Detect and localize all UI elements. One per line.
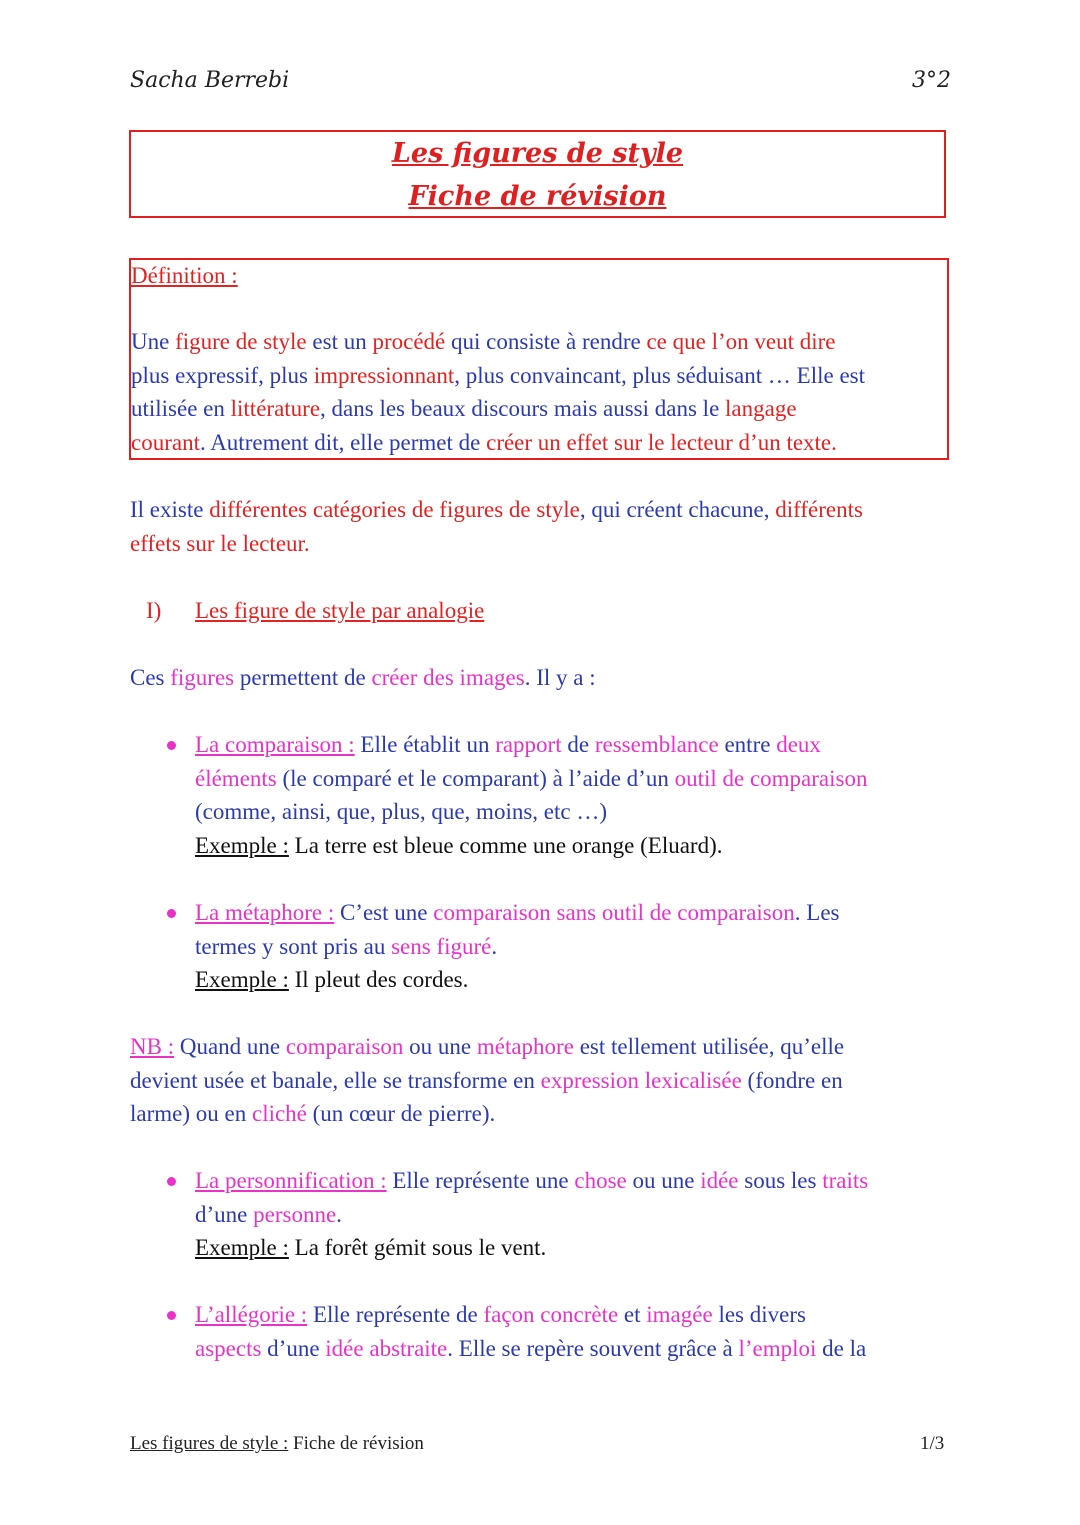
text-line	[130, 493, 950, 527]
text-line	[195, 795, 955, 829]
text-segment: Ces	[130, 665, 171, 690]
text-segment: rapport	[495, 732, 562, 757]
text-segment: ou une	[626, 1168, 701, 1193]
text-line	[195, 1332, 955, 1366]
text-line	[131, 325, 947, 359]
text-segment: ce que l’on veut dire	[646, 329, 836, 354]
text-segment: (fondre en	[741, 1067, 843, 1093]
text-line	[195, 728, 955, 762]
text-segment: comparaison sans outil de comparaison	[433, 900, 795, 925]
text-segment: sous les	[738, 1168, 823, 1193]
text-segment: les divers	[712, 1302, 806, 1327]
section-intro	[130, 661, 950, 695]
class-label: 3°2	[912, 68, 951, 93]
text-segment: .	[336, 1201, 342, 1227]
text-segment: d’une	[195, 1201, 254, 1227]
text-segment: entre	[718, 732, 777, 757]
text-segment: utilisée en	[131, 396, 231, 421]
text-line	[130, 1097, 950, 1131]
text-segment: imagée	[646, 1302, 713, 1327]
text-segment: termes y sont pris au	[195, 933, 392, 959]
text-segment: Une	[131, 329, 176, 354]
item-metaphore	[195, 896, 955, 997]
text-segment: L’allégorie :	[195, 1302, 308, 1327]
text-line	[130, 1064, 950, 1098]
item-comparaison	[195, 728, 955, 862]
text-segment: idée	[700, 1168, 739, 1193]
text-segment: façon concrète	[483, 1302, 619, 1327]
text-line	[195, 829, 955, 863]
text-line	[195, 1198, 955, 1232]
text-segment: Quand une	[174, 1034, 286, 1059]
text-segment: Exemple :	[195, 967, 289, 992]
text-segment: deux	[776, 732, 821, 757]
text-line	[195, 1164, 955, 1198]
text-segment: plus expressif, plus	[131, 362, 314, 388]
text-segment: permettent de	[234, 665, 372, 690]
text-segment: La comparaison :	[195, 732, 355, 757]
text-line	[195, 1231, 955, 1265]
text-line	[130, 661, 950, 695]
text-segment: comparaison	[285, 1034, 404, 1059]
text-segment: (un cœur de pierre).	[306, 1101, 496, 1126]
text-line	[195, 930, 955, 964]
text-segment: La terre est bleue comme une orange (Eluard).	[288, 832, 723, 858]
text-segment: langage	[725, 396, 797, 421]
text-segment: sens figuré	[391, 933, 492, 959]
text-segment: larme) ou en	[130, 1101, 252, 1126]
text-segment: créer des images	[371, 665, 525, 690]
text-segment: (comme, ainsi, que, plus, que, moins, etc …)	[195, 799, 608, 824]
text-segment: éléments	[195, 765, 277, 791]
text-segment: différents	[775, 497, 863, 522]
text-line	[131, 359, 947, 393]
text-segment: Elle représente une	[386, 1168, 575, 1193]
text-line	[131, 426, 947, 460]
text-segment: personne	[253, 1201, 337, 1227]
title-box	[129, 130, 946, 218]
text-segment: expression lexicalisée	[540, 1067, 742, 1093]
text-segment: NB :	[130, 1034, 175, 1059]
text-segment: cliché	[251, 1101, 307, 1126]
text-segment: . Autrement dit, elle permet de	[199, 429, 487, 455]
text-segment: effets sur le lecteur.	[130, 530, 310, 556]
definition-text	[131, 325, 947, 459]
section-number: I)	[146, 598, 162, 623]
text-segment: Il existe	[130, 497, 210, 522]
text-line	[195, 896, 955, 930]
text-segment: ou une	[403, 1034, 477, 1059]
bullet-icon	[167, 909, 176, 918]
nb-paragraph	[130, 1030, 950, 1131]
footer-title	[130, 1433, 424, 1455]
text-segment: Exemple :	[195, 1235, 289, 1260]
text-segment: La forêt gémit sous le vent.	[288, 1235, 547, 1260]
text-segment: Elle représente de	[307, 1302, 484, 1327]
text-segment: procédé	[372, 329, 446, 354]
text-line	[130, 527, 950, 561]
text-segment: La personnification :	[195, 1168, 387, 1193]
item-allegorie	[195, 1298, 955, 1365]
definition-box	[129, 258, 949, 460]
text-segment: d’une	[261, 1335, 326, 1361]
text-segment: Exemple :	[195, 832, 289, 858]
text-segment: traits	[822, 1168, 869, 1193]
text-segment: devient usée et banale, elle se transforme en	[130, 1067, 541, 1093]
bullet-icon	[167, 741, 176, 750]
intro-paragraph	[130, 493, 950, 560]
text-segment: Il pleut des cordes.	[288, 967, 469, 992]
text-segment: idée abstraite	[325, 1335, 448, 1361]
text-segment: outil de comparaison	[674, 765, 868, 791]
text-segment: . Les	[794, 900, 840, 925]
text-segment: est un	[306, 329, 373, 354]
text-segment: de	[561, 732, 595, 757]
text-segment: de la	[816, 1335, 867, 1361]
page-number: 1/3	[920, 1433, 945, 1454]
text-segment: figure de style	[175, 329, 307, 354]
text-segment: (le comparé et le comparant) à l’aide d’un	[276, 765, 675, 791]
bullet-icon	[167, 1311, 176, 1320]
page-subtitle: Fiche de révision	[408, 181, 667, 212]
bullet-icon	[167, 1177, 176, 1186]
text-segment: , plus convaincant, plus séduisant … Elle est	[454, 362, 865, 388]
text-segment: est tellement utilisée, qu’elle	[573, 1034, 845, 1059]
text-segment: .	[491, 933, 498, 959]
text-segment: figures	[170, 665, 235, 690]
text-segment: qui consiste à rendre	[445, 329, 647, 354]
item-personnification	[195, 1164, 955, 1265]
text-segment: chose	[574, 1168, 627, 1193]
text-segment: . Elle se repère souvent grâce à	[447, 1335, 739, 1361]
text-line	[195, 762, 955, 796]
text-segment: . Il y a :	[524, 665, 596, 690]
text-segment: C’est une	[334, 900, 434, 925]
definition-label: Définition :	[131, 263, 238, 288]
text-segment: ressemblance	[594, 732, 719, 757]
author-name: Sacha Berrebi	[130, 68, 290, 93]
text-segment: Elle établit un	[354, 732, 496, 757]
text-segment: La métaphore :	[195, 900, 335, 925]
footer-doc-title: Les figures de style :	[130, 1433, 289, 1454]
text-line	[130, 1030, 950, 1064]
text-line	[195, 1298, 955, 1332]
page-title: Les figures de style	[391, 138, 684, 169]
text-segment: métaphore	[476, 1034, 574, 1059]
text-segment: l’emploi	[738, 1335, 817, 1361]
text-segment: et	[618, 1302, 647, 1327]
footer-doc-subtitle: Fiche de révision	[288, 1433, 424, 1454]
text-segment: aspects	[195, 1335, 262, 1361]
text-line	[131, 392, 947, 426]
text-segment: courant	[131, 429, 200, 455]
section-title: Les figure de style par analogie	[195, 598, 485, 623]
text-segment: impressionnant	[313, 362, 455, 388]
text-segment: , qui créent chacune,	[579, 497, 776, 522]
text-segment: littérature	[230, 396, 321, 421]
text-segment: créer un effet sur le lecteur d’un texte.	[486, 429, 837, 455]
text-line	[195, 963, 955, 997]
text-segment: différentes catégories de figures de style	[209, 497, 580, 522]
text-segment: , dans les beaux discours mais aussi dans le	[320, 396, 726, 421]
